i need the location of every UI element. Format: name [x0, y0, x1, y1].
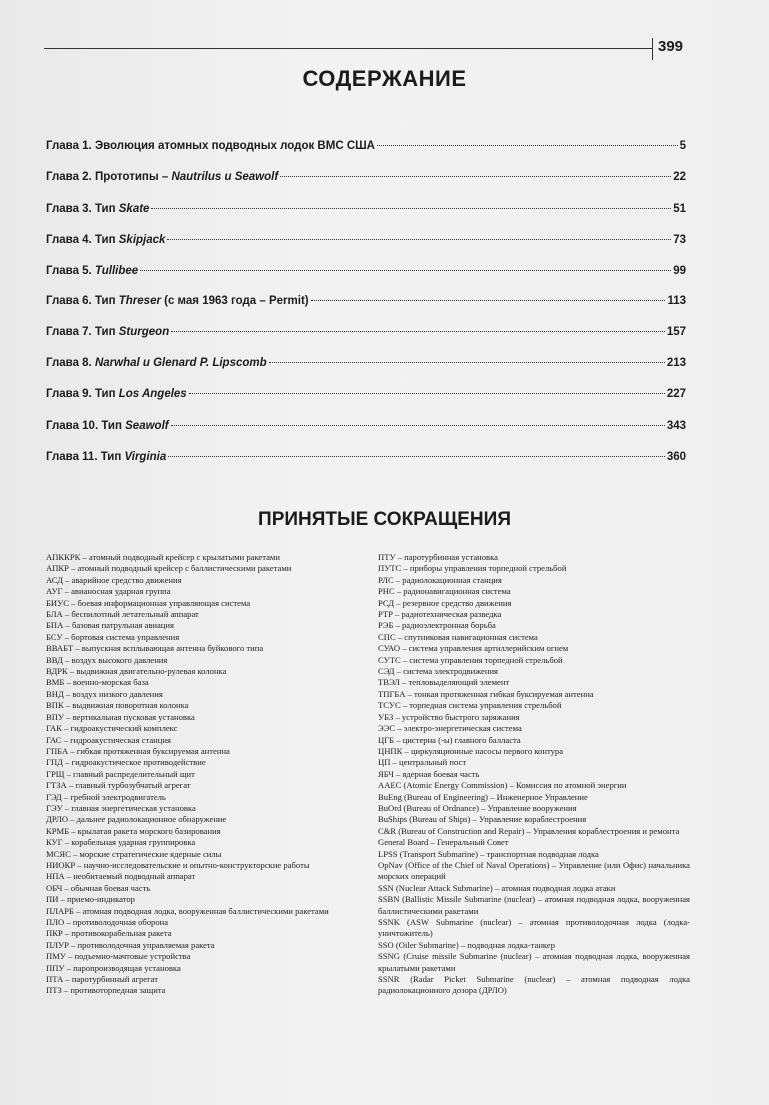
toc-entry-page: 343	[666, 420, 686, 432]
abbreviation-item: ПТЗ – противоторпедная защита	[46, 985, 166, 996]
abbreviation-item: МСЯС – морские стратегические ядерные силы	[46, 848, 222, 859]
toc-entry-label: Глава 1. Эволюция атомных подводных лодок ВМС США	[46, 140, 375, 152]
abbreviation-item: ПМУ – подъемно-мачтовые устройства	[46, 951, 191, 962]
toc-leader-dots	[151, 208, 671, 209]
abbreviation-item: ВМБ – военно-морская база	[46, 677, 149, 688]
abbreviation-item: ТСУС – торпедная система управления стрельбой	[378, 700, 562, 711]
toc-leader-dots	[167, 239, 671, 240]
toc-entry[interactable]	[46, 203, 686, 219]
toc-leader-dots	[377, 145, 678, 146]
toc-entry[interactable]	[46, 234, 686, 250]
toc-entry-page: 99	[673, 265, 686, 277]
abbreviation-item: ВВД – воздух высокого давления	[46, 654, 168, 665]
abbreviation-item: ТВЭЛ – тепловыделяющий элемент	[378, 677, 510, 688]
toc-entry-page: 157	[666, 326, 686, 338]
abbreviation-item: ПУТС – приборы управления торпедной стрельбой	[378, 563, 567, 574]
abbreviation-item: OpNav (Office of the Chief of Naval Operations) – Управление (или Офис) начальника морских операций	[378, 859, 690, 882]
abbreviation-item: ПЛАРБ – атомная подводная лодка, вооруженная баллистическими ракетами	[46, 905, 329, 916]
toc-entry-page: 22	[673, 171, 686, 183]
abbreviation-item: ГПБА – гибкая протяженная буксируемая антенна	[46, 745, 230, 756]
header-rule	[44, 48, 652, 49]
abbreviation-item: SSBN (Ballistic Missile Submarine (nuclear) – атомная подводная лодка, вооруженная баллистическими ракетами	[378, 894, 690, 916]
abbreviation-item: ГРЩ – главный распределительный щит	[46, 768, 195, 779]
toc-leader-dots	[171, 331, 665, 332]
abbreviation-item: ЭЭС – электро-энергетическая система	[378, 723, 522, 734]
abbreviation-item: ПИ – приемо-индикатор	[46, 894, 135, 905]
abbreviation-item: ВПУ – вертикальная пусковая установка	[46, 711, 195, 722]
abbreviation-item: ПЛУР – противолодочная управляемая ракета	[46, 939, 215, 950]
toc-entry[interactable]	[46, 420, 686, 436]
toc-entry-page: 360	[666, 451, 686, 463]
abbreviations-right-column	[378, 552, 690, 997]
abbreviation-item: ГПД – гидроакустическое противодействие	[46, 757, 206, 768]
abbreviation-item: ПТА – паротурбинный агрегат	[46, 974, 158, 985]
toc-entry-label: Глава 8. Narwhal и Glenard P. Lipscomb	[46, 357, 267, 369]
abbreviation-item: ГАС – гидроакустическая станция	[46, 734, 171, 745]
abbreviation-item: БСУ – бортовая система управления	[46, 631, 180, 642]
abbreviation-item: РТР – радиотехническая разведка	[378, 609, 502, 620]
abbreviation-item: ГЭД – гребной электродвигатель	[46, 791, 166, 802]
abbreviation-item: ЯБЧ – ядерная боевая часть	[378, 768, 480, 779]
abbreviation-item: КУГ – корабельная ударная группировка	[46, 837, 196, 848]
toc-leader-dots	[280, 176, 671, 177]
toc-entry[interactable]	[46, 295, 686, 311]
toc-entry-page: 51	[673, 203, 686, 215]
toc-entry-label: Глава 4. Тип Skipjack	[46, 234, 166, 246]
abbreviation-item: C&R (Bureau of Construction and Repair) – Управления кораблестроения и ремонта	[378, 825, 680, 836]
toc-leader-dots	[168, 456, 665, 457]
toc-title: СОДЕРЖАНИЕ	[302, 66, 467, 91]
abbreviation-item: АПКР – атомный подводный крейсер с баллистическими ракетами	[46, 563, 292, 574]
abbreviation-item: СУАО – система управления артиллерийским огнем	[378, 643, 569, 654]
toc-entry[interactable]	[46, 357, 686, 373]
abbreviation-item: НПА – необитаемый подводный аппарат	[46, 871, 196, 882]
abbreviation-item: SSNK (ASW Submarine (nuclear) – атомная противолодочная лодка (лодка-уничтожитель)	[378, 917, 690, 939]
toc-entry[interactable]	[46, 140, 686, 156]
abbreviation-item: ПКР – противокорабельная ракета	[46, 928, 172, 939]
page-number-divider	[652, 38, 653, 60]
toc-entry-page: 5	[679, 140, 686, 152]
abbreviation-item: ВДРК – выдвижная двигательно-рулевая колонка	[46, 666, 227, 677]
toc-entry-label: Глава 10. Тип Seawolf	[46, 420, 169, 432]
abbreviation-item: АСД – аварийное средство движения	[46, 574, 182, 585]
abbreviation-item: ГТЗА – главный турбозубчатый агрегат	[46, 780, 191, 791]
abbreviation-item: ЦП – центральный пост	[378, 757, 467, 768]
abbreviation-item: СПС – спутниковая навигационная система	[378, 631, 538, 642]
toc-entry-label: Глава 2. Прототипы – Nautrilus и Seawolf	[46, 171, 279, 183]
abbreviation-item: БПА – базовая патрульная авиация	[46, 620, 174, 631]
toc-leader-dots	[189, 393, 665, 394]
abbreviation-item: SSNR (Radar Picket Submarine (nuclear) – атомная подводная лодка радиолокационного дозора (ДРЛО)	[378, 974, 690, 996]
abbreviation-item: BuEng (Bureau of Engineering) – Инженерное Управление	[378, 791, 588, 802]
abbreviation-item: SSNG (Cruise missile Submarine (nuclear) – атомная подводная лодка, вооруженная крылатыми ракетами	[378, 951, 690, 973]
abbreviation-item: БЛА – беспилотный летательный аппарат	[46, 609, 199, 620]
toc-leader-dots	[311, 300, 666, 301]
toc-entry-page: 213	[666, 357, 686, 369]
toc-entry-label: Глава 3. Тип Skate	[46, 203, 150, 215]
toc-entry-label: Глава 9. Тип Los Angeles	[46, 388, 187, 400]
toc-leader-dots	[171, 425, 665, 426]
abbreviation-item: АУГ – авианосная ударная группа	[46, 586, 171, 597]
abbreviations-left-column	[46, 552, 364, 997]
abbreviation-item: SSN (Nuclear Attack Submarine) – атомная подводная лодка атаки	[378, 882, 616, 893]
abbreviation-item: УБЗ – устройство быстрого заряжания	[378, 711, 520, 722]
toc-leader-dots	[140, 270, 671, 271]
abbreviation-item: BuShips (Bureau of Ships) – Управление кораблестроения	[378, 814, 587, 825]
abbreviation-item: ПТУ – паротурбинная установка	[378, 552, 498, 562]
abbreviation-item: ПЛО – противолодочная оборона	[46, 917, 169, 927]
toc-entry-label: Глава 11. Тип Virginia	[46, 451, 167, 463]
abbreviation-item: AAEC (Atomic Energy Commission) – Комиссия по атомной энергии	[378, 780, 627, 791]
toc-entry[interactable]	[46, 265, 686, 281]
abbreviation-item: ОБЧ – обычная боевая часть	[46, 882, 151, 893]
abbreviation-item: РЛС – радиолокационная станция	[378, 574, 502, 585]
toc-entry[interactable]	[46, 388, 686, 404]
toc-entry-page: 227	[666, 388, 686, 400]
abbreviation-item: ТПГБА – тонкая протяженная гибкая буксируемая антенна	[378, 688, 594, 699]
abbreviation-item: РСД – резервное средство движения	[378, 597, 512, 608]
toc-entry[interactable]	[46, 171, 686, 187]
abbreviation-item: ППУ – паропроизводящая установка	[46, 962, 181, 973]
toc-entry[interactable]	[46, 326, 686, 342]
abbreviation-item: LPSS (Transport Submarine) – транспортная подводная лодка	[378, 848, 599, 859]
toc-leader-dots	[269, 362, 665, 363]
abbreviation-item: ГАК – гидроакустический комплекс	[46, 723, 178, 734]
abbreviation-item: ЦГБ – цистерна (-ы) главного балласта	[378, 734, 521, 745]
toc-entry-page: 73	[673, 234, 686, 246]
abbreviation-item: БИУС – боевая информационная управляющая система	[46, 597, 251, 608]
abbreviation-item: АПККРК – атомный подводный крейсер с крылатыми ракетами	[46, 552, 280, 562]
abbreviation-item: SSO (Oiler Submarine) – подводная лодка-танкер	[378, 939, 556, 950]
abbreviation-item: BuOrd (Bureau of Ordnance) – Управление вооружения	[378, 802, 577, 813]
abbreviation-item: ВПК – выдвижная поворотная колонка	[46, 700, 189, 711]
toc-entry-label: Глава 6. Тип Threser (с мая 1963 года – Permit)	[46, 295, 309, 307]
abbreviations-title: ПРИНЯТЫЕ СОКРАЩЕНИЯ	[258, 509, 511, 530]
abbreviation-item: КРМБ – крылатая ракета морского базирования	[46, 825, 221, 836]
toc-entry-label: Глава 5. Tullibee	[46, 265, 139, 277]
abbreviation-item: General Board – Генеральный Совет	[378, 837, 509, 848]
toc-entry[interactable]	[46, 451, 686, 467]
abbreviation-item: НИОКР – научно-исследовательские и опытно-конструкторские работы	[46, 859, 310, 870]
abbreviation-item: РНС – радионавигационная система	[378, 586, 511, 597]
toc-entry-label: Глава 7. Тип Sturgeon	[46, 326, 170, 338]
abbreviation-item: СЭД – система электродвижения	[378, 666, 499, 677]
abbreviation-item: ВНД – воздух низкого давления	[46, 688, 163, 699]
abbreviation-item: ДРЛО – дальнее радиолокационное обнаружение	[46, 814, 227, 825]
toc-entry-page: 113	[667, 295, 686, 307]
abbreviation-item: ЦНПК – циркуляционные насосы первого контура	[378, 745, 564, 756]
abbreviation-item: РЭБ – радиоэлектронная борьба	[378, 620, 496, 631]
abbreviation-item: ГЭУ – главная энергетическая установка	[46, 802, 196, 813]
page-number: 399	[658, 38, 684, 55]
abbreviation-item: ВВАБТ – выпускная всплывающая антенна буйкового типа	[46, 643, 264, 654]
abbreviation-item: СУТС – система управления торпедной стрельбой	[378, 654, 563, 665]
